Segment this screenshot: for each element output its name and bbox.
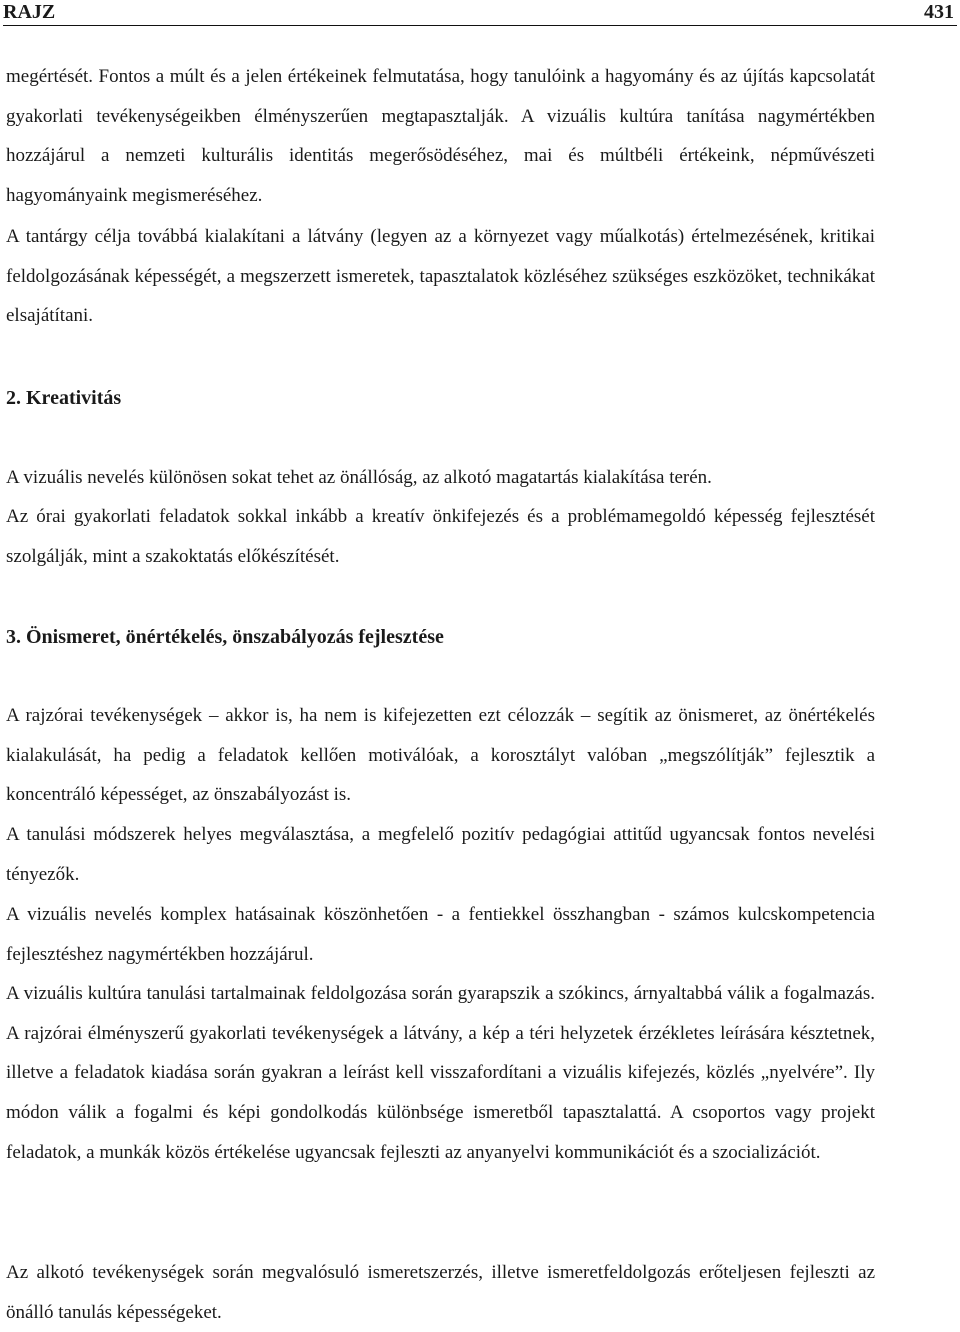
section-heading-self-knowledge: 3. Önismeret, önértékelés, önszabályozás fejlesztése [6,626,444,648]
paragraph-intro: megértését. Fontos a múlt és a jelen értékeinek felmutatása, hogy tanulóink a hagyomány és az újítás kapcsolatát gyakorlati tevékenységeikben élményszerűen megtapasztalják. A vizuális kultúra tanítása nagymértékben hozzájárul a nemzeti kulturális identitás megerősödéséhez, mai és múltbéli értékeink, népművészeti hagyományaink megismeréséhez. [6,66,875,207]
paragraph-self-knowledge: A rajzórai tevékenységek – akkor is, ha nem is kifejezetten ezt célozzák – segítik az önismeret, az önértékelés kialakulását, ha pedig a feladatok kellően motiválóak, a korosztályt valóban „megszólítják” fejlesztik a koncentráló képességet, az önszabályozást is. [6,705,875,806]
page-header [3,0,957,26]
paragraph-creativity-2: Az órai gyakorlati feladatok sokkal inkább a kreatív önkifejezés és a problémamegoldó képesség fejlesztését szolgálják, mint a szakoktatás előkészítését. [6,506,875,567]
paragraph-language: A vizuális kultúra tanulási tartalmainak feldolgozása során gyarapszik a szókincs, árnyaltabbá válik a fogalmazás. A rajzórai élményszerű gyakorlati tevékenységek a látvány, a kép a téri helyzetek érzékletes leírására késztetnek, illetve a feladatok kiadása során gyakran a leírást kell visszafordítani a vizuális kifejezés, közlés „nyelvére”. Ily módon válik a fogalmi és képi gondolkodás különbsége ismeretből tapasztalattá. A csoportos vagy projekt feladatok, a munkák közös értékelése ugyancsak fejleszti az anyanyelvi kommunikációt és a szocializációt. [6,983,875,1163]
paragraph-methods: A tanulási módszerek helyes megválasztása, a megfelelő pozitív pedagógiai attitűd ugyancsak fontos nevelési tényezők. [6,824,875,885]
paragraph-independent-learning: Az alkotó tevékenységek során megvalósuló ismeretszerzés, illetve ismeretfeldolgozás erőteljesen fejleszti az önálló tanulás képességeket. [6,1262,875,1323]
paragraph-course-goal: A tantárgy célja továbbá kialakítani a látvány (legyen az a környezet vagy műalkotás) értelmezésének, kritikai feldolgozásának képességét, a megszerzett ismeretek, tapasztalatok közléséhez szükséges eszközöket, technikákat elsajátítani. [6,226,875,327]
header-title: RAJZ [3,1,56,23]
page-number: 431 [924,1,954,23]
paragraph-creativity-1: A vizuális nevelés különösen sokat tehet az önállóság, az alkotó magatartás kialakítása terén. [6,467,712,488]
paragraph-competencies: A vizuális nevelés komplex hatásainak köszönhetően - a fentiekkel összhangban - számos kulcskompetencia fejlesztéshez nagymértékben hozzájárul. [6,904,875,965]
section-heading-creativity: 2. Kreativitás [6,387,122,409]
